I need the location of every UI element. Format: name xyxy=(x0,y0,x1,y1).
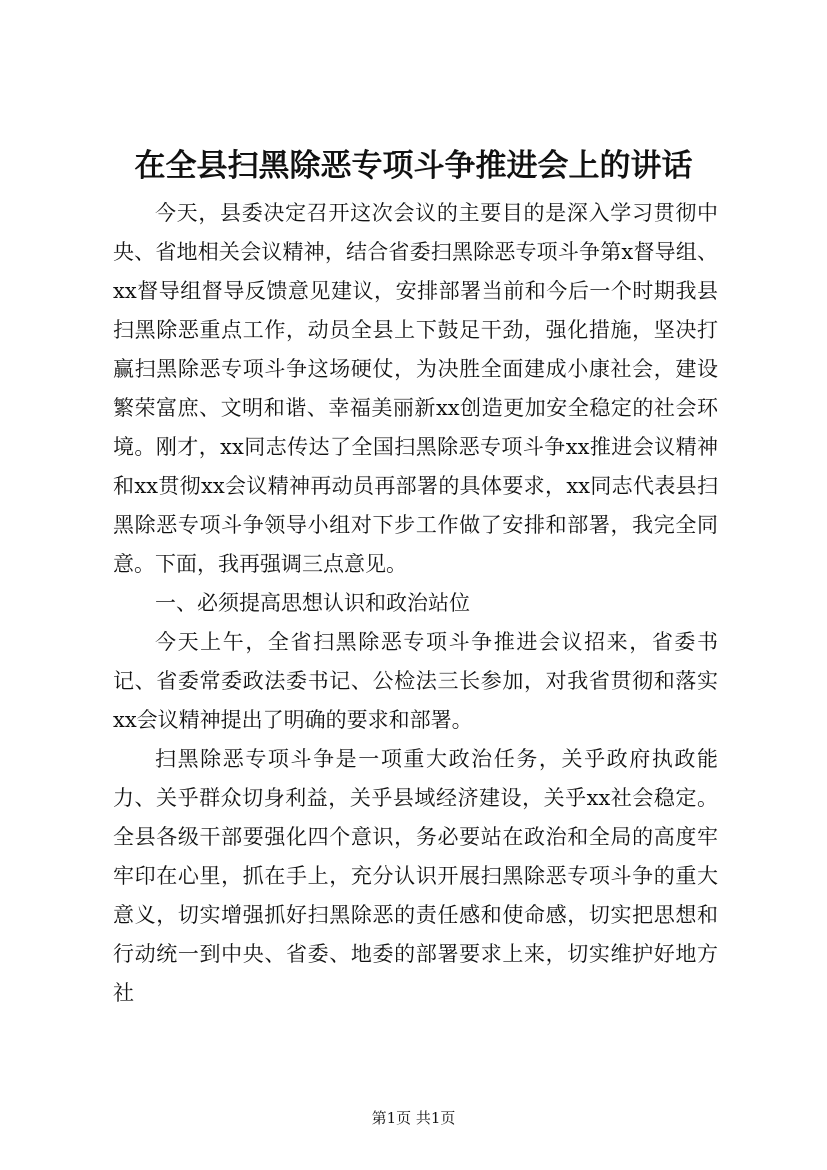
page-number-footer: 第1页 共1页 xyxy=(371,1109,456,1127)
paragraph-intro: 今天，县委决定召开这次会议的主要目的是深入学习贯彻中央、省地相关会议精神，结合省委扫黑除恶专项斗争第x督导组、xx督导组督导反馈意见建议，安排部署当前和今后一个时期我县扫黑除恶重点工作，动员全县上下鼓足干劲，强化措施，坚决打赢扫黑除恶专项斗争这场硬仗，为决胜全面建成小康社会，建设繁荣富庶、文明和谐、幸福美丽新xx创造更加安全稳定的社会环境。刚才，xx同志传达了全国扫黑除恶专项斗争xx推进会议精神和xx贯彻xx会议精神再动员再部署的具体要求，xx同志代表县扫黑除恶专项斗争领导小组对下步工作做了安排和部署，我完全同意。下面，我再强调三点意见。 xyxy=(113,201,718,576)
document-title: 在全县扫黑除恶专项斗争推进会上的讲话 xyxy=(134,148,693,184)
paragraph-meeting: 今天上午，全省扫黑除恶专项斗争推进会议招来，省委书记、省委常委政法委书记、公检法三长参加，对我省贯彻和落实xx会议精神提出了明确的要求和部署。 xyxy=(113,630,718,732)
document-body xyxy=(113,194,718,1013)
section-heading-1: 一、必须提高思想认识和政治站位 xyxy=(155,591,470,615)
paragraph-political-task: 扫黑除恶专项斗争是一项重大政治任务，关乎政府执政能力、关乎群众切身利益，关乎县域经济建设，关乎xx社会稳定。全县各级干部要强化四个意识，务必要站在政治和全局的高度牢牢印在心里，抓在手上，充分认识开展扫黑除恶专项斗争的重大意义，切实增强抓好扫黑除恶的责任感和使命感，切实把思想和行动统一到中央、省委、地委的部署要求上来，切实维护好地方社 xyxy=(113,747,718,1005)
